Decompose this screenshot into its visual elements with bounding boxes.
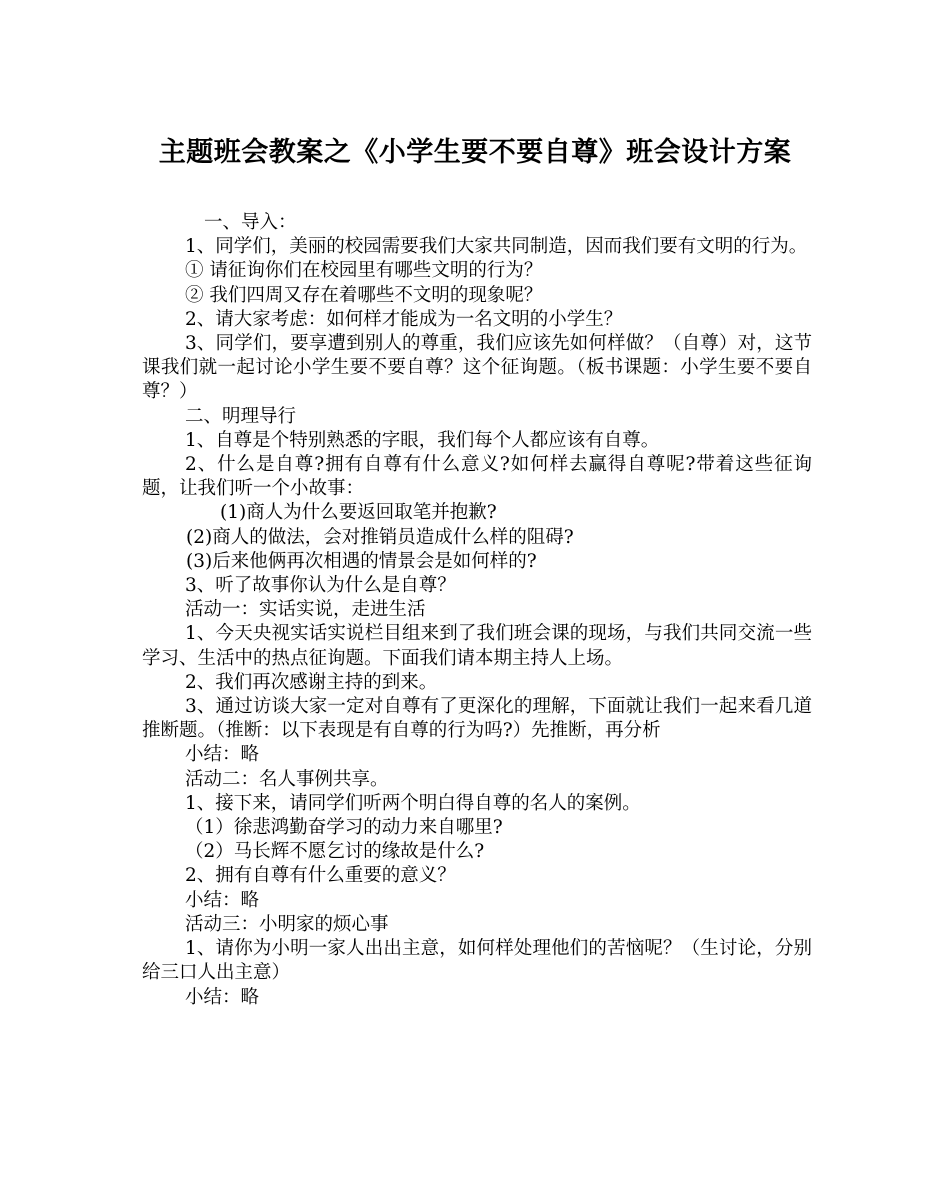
document-paragraph: 小结：略 [185, 889, 260, 911]
document-paragraph: 二、明理导行 [185, 405, 297, 427]
document-paragraph: 小结：略 [185, 744, 260, 766]
document-paragraph: （1）徐悲鸿勤奋学习的动力来自哪里? [185, 817, 503, 839]
document-paragraph: 活动三：小明家的烦心事 [185, 913, 389, 935]
document-paragraph: (3)后来他俩再次相遇的情景会是如何样的? [186, 550, 537, 572]
document-paragraph: 2、拥有自尊有什么重要的意义？ [185, 865, 456, 887]
document-paragraph: 活动一：实话实说，走进生活 [185, 599, 426, 621]
document-paragraph: （2）马长辉不愿乞讨的缘故是什么? [185, 841, 485, 863]
document-paragraph: 1、同学们，美丽的校园需要我们大家共同制造，因而我们要有文明的行为。 [185, 236, 808, 258]
document-paragraph: 1、接下来，请同学们听两个明白得自尊的名人的案例。 [185, 792, 641, 814]
document-paragraph: 1、自尊是个特别熟悉的字眼，我们每个人都应该有自尊。 [185, 429, 660, 451]
document-paragraph: 3、通过访谈大家一定对自尊有了更深化的理解，下面就让我们一起来看几道推断题。（推断：以下表现是有自尊的行为吗?）先推断，再分析 [142, 696, 812, 742]
document-paragraph: 3、同学们，要享遭到别人的尊重，我们应该先如何样做？（自尊）对，这节课我们就一起讨论小学生要不要自尊？这个征询题。（板书课题：小学生要不要自尊？） [142, 333, 812, 403]
document-paragraph: (2)商人的做法，会对推销员造成什么样的阻碍? [186, 526, 574, 548]
document-title: 主题班会教案之《小学生要不要自尊》班会设计方案 [158, 137, 792, 168]
document-paragraph: 2、什么是自尊?拥有自尊有什么意义?如何样去赢得自尊呢?带着这些征询题，让我们听一个小故事： [142, 454, 812, 500]
document-paragraph: 1、今天央视实话实说栏目组来到了我们班会课的现场，与我们共同交流一些学习、生活中的热点征询题。下面我们请本期主持人上场。 [142, 623, 812, 669]
document-paragraph: 一、导入： [204, 212, 297, 233]
document-paragraph: 2、我们再次感谢主持的到来。 [185, 671, 438, 693]
document-paragraph: 1、请你为小明一家人出出主意，如何样处理他们的苦恼呢？（生讨论，分别给三口人出主意） [142, 938, 812, 984]
document-paragraph: 小结：略 [185, 986, 260, 1008]
document-paragraph: ② 我们四周又存在着哪些不文明的现象呢？ [185, 284, 543, 306]
document-paragraph: 活动二：名人事例共享。 [185, 768, 389, 790]
document-paragraph: ① 请征询你们在校园里有哪些文明的行为？ [185, 260, 543, 282]
document-paragraph: 3、听了故事你认为什么是自尊？ [185, 575, 456, 597]
document-paragraph: 2、请大家考虑：如何样才能成为一名文明的小学生？ [185, 308, 623, 330]
document-paragraph: (1)商人为什么要返回取笔并抱歉? [220, 502, 497, 524]
document-body [142, 211, 812, 1010]
